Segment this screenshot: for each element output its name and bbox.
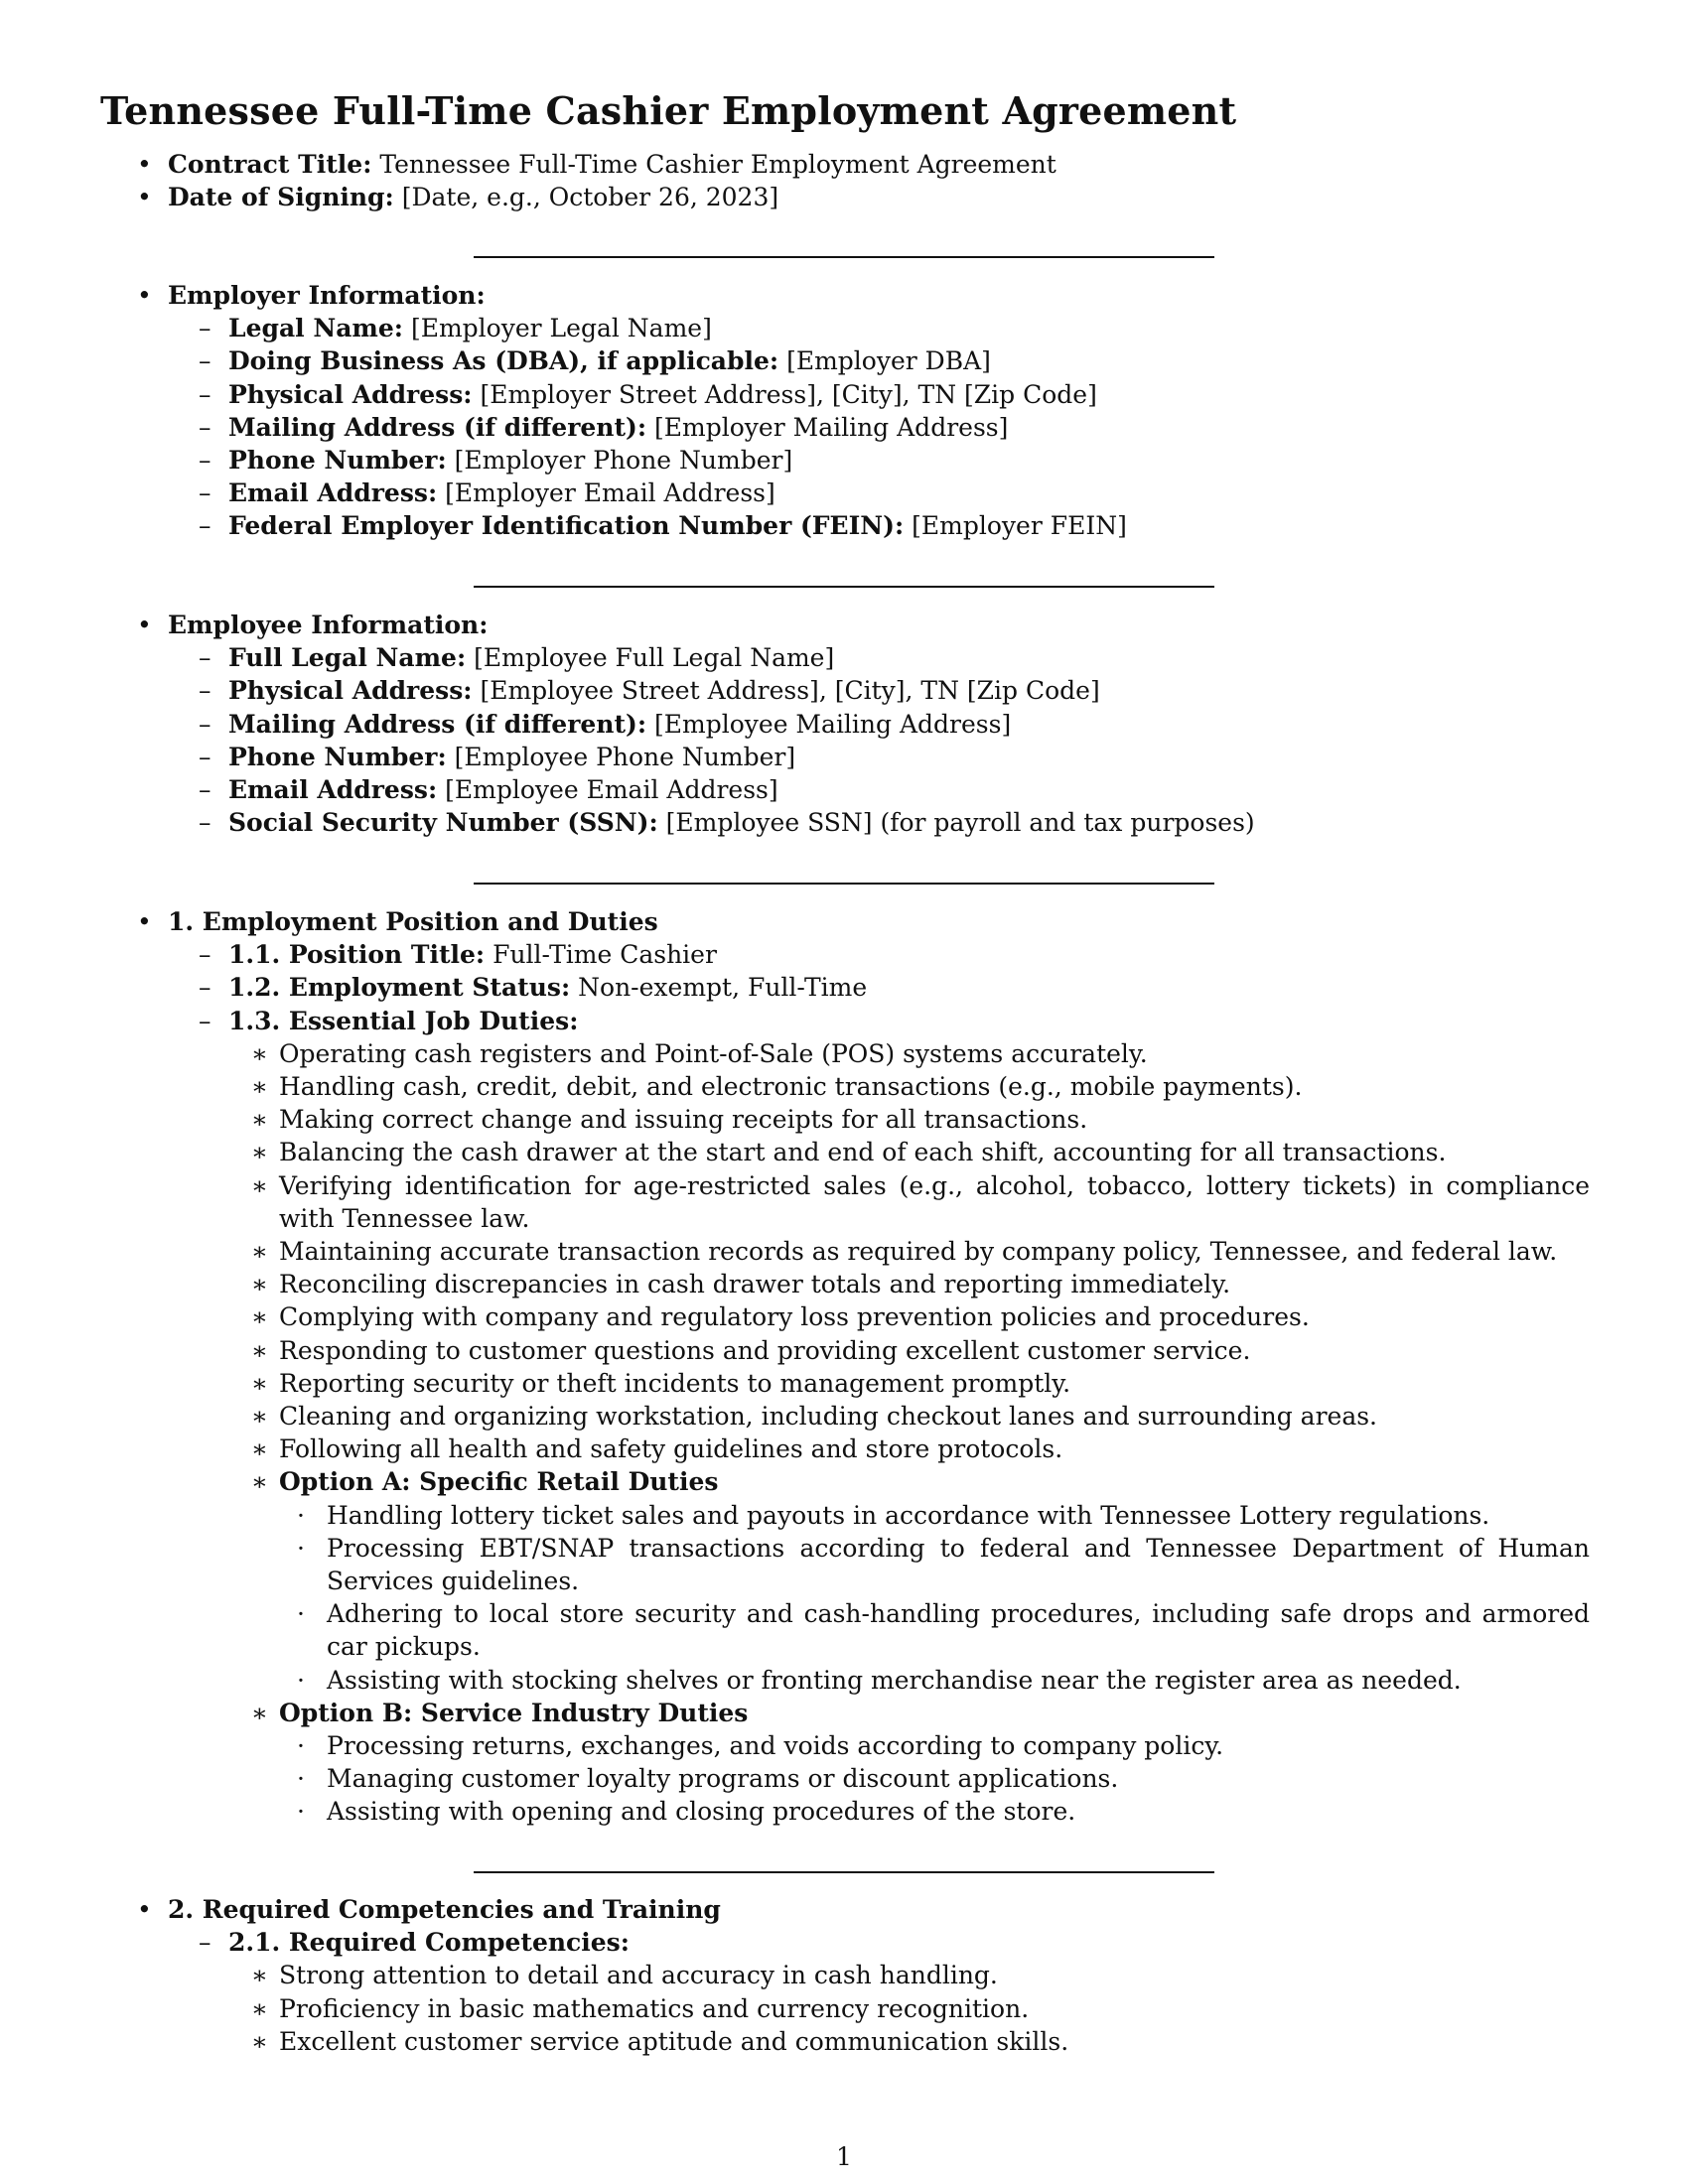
star-icon: ∗ <box>251 1467 268 1497</box>
field-label: Legal Name: <box>228 314 404 343</box>
field-label: Phone Number: <box>228 742 447 771</box>
dash-icon: – <box>199 314 211 343</box>
list-item <box>0 444 1688 477</box>
dash-icon: – <box>199 742 211 771</box>
header-list <box>0 148 1688 213</box>
option-text: Handling lottery ticket sales and payouts in accordance with Tennessee Lottery regulations. <box>327 1500 1490 1530</box>
field-value: [Employee Mailing Address] <box>654 709 1012 739</box>
list-item <box>0 641 1688 674</box>
list-item <box>0 1532 1688 1597</box>
field-value: [Employer FEIN] <box>912 511 1127 541</box>
list-item <box>0 411 1688 444</box>
list-item <box>0 1893 1688 1926</box>
competency-text: Proficiency in basic mathematics and currency recognition. <box>279 1993 1030 2023</box>
dash-icon: – <box>199 643 211 673</box>
list-item <box>0 1235 1688 1268</box>
star-icon: ∗ <box>251 1961 268 1990</box>
list-item <box>0 378 1688 411</box>
dot-icon: · <box>297 1731 305 1761</box>
bullet-icon: • <box>137 907 152 936</box>
duty-text: Operating cash registers and Point-of-Sale (POS) systems accurately. <box>279 1038 1148 1068</box>
duty-text: Reporting security or theft incidents to management promptly. <box>279 1368 1071 1398</box>
bullet-icon: • <box>137 281 152 310</box>
list-item <box>0 1367 1688 1400</box>
field-value: [Employee Email Address] <box>445 775 778 805</box>
list-item <box>0 1334 1688 1367</box>
field-value: [Employer Mailing Address] <box>654 412 1009 442</box>
list-item <box>0 1795 1688 1828</box>
field-label: Physical Address: <box>228 676 473 706</box>
field-label: Mailing Address (if different): <box>228 412 647 442</box>
list-item <box>0 773 1688 806</box>
item-label: Contract Title: <box>168 150 372 179</box>
dash-icon: – <box>199 775 211 805</box>
star-icon: ∗ <box>251 2026 268 2056</box>
star-icon: ∗ <box>251 1993 268 2023</box>
list-item <box>0 1400 1688 1433</box>
duty-text: Reconciling discrepancies in cash drawer totals and reporting immediately. <box>279 1270 1231 1299</box>
option-text: Assisting with stocking shelves or fronting merchandise near the register area as needed. <box>327 1665 1462 1695</box>
field-value: [Employer Street Address], [City], TN [Zip Code] <box>480 379 1097 409</box>
dash-icon: – <box>199 446 211 476</box>
employer-section <box>0 279 1688 543</box>
section-1 <box>0 905 1688 1829</box>
list-item <box>0 741 1688 773</box>
bullet-icon: • <box>137 150 152 179</box>
list-item <box>0 1465 1688 1498</box>
list-item <box>0 1499 1688 1532</box>
section-divider <box>474 1871 1214 1873</box>
list-item <box>0 148 1688 181</box>
list-item <box>0 1300 1688 1333</box>
item-value: [Date, e.g., October 26, 2023] <box>401 183 779 212</box>
dash-icon: – <box>199 379 211 409</box>
dash-icon: – <box>199 1006 211 1035</box>
star-icon: ∗ <box>251 1170 268 1200</box>
field-label: Full Legal Name: <box>228 643 467 673</box>
star-icon: ∗ <box>251 1105 268 1135</box>
list-item <box>0 477 1688 509</box>
field-label: Mailing Address (if different): <box>228 709 647 739</box>
dash-icon: – <box>199 511 211 541</box>
subsection-heading: 2.1. Required Competencies: <box>228 1928 630 1958</box>
field-label: Doing Business As (DBA), if applicable: <box>228 346 779 376</box>
star-icon: ∗ <box>251 1402 268 1432</box>
star-icon: ∗ <box>251 1038 268 1068</box>
section-2 <box>0 1893 1688 2058</box>
field-label: Federal Employer Identification Number (FEIN): <box>228 511 905 541</box>
subsection-heading: 1.3. Essential Job Duties: <box>228 1006 579 1035</box>
list-item <box>0 279 1688 312</box>
field-label: Phone Number: <box>228 446 447 476</box>
list-item <box>0 971 1688 1004</box>
list-item <box>0 509 1688 542</box>
field-label: Physical Address: <box>228 379 473 409</box>
field-value: [Employer Email Address] <box>445 478 775 508</box>
list-item <box>0 1005 1688 1037</box>
list-item <box>0 1664 1688 1697</box>
dot-icon: · <box>297 1500 305 1530</box>
duty-text: Making correct change and issuing receipts for all transactions. <box>279 1105 1088 1135</box>
section-heading: 2. Required Competencies and Training <box>168 1895 721 1924</box>
dot-icon: · <box>297 1764 305 1794</box>
list-item <box>0 1762 1688 1795</box>
dash-icon: – <box>199 973 211 1003</box>
list-item <box>0 1959 1688 1991</box>
section-divider <box>474 883 1214 885</box>
field-value: [Employer Legal Name] <box>410 314 712 343</box>
field-value: [Employer Phone Number] <box>454 446 793 476</box>
star-icon: ∗ <box>251 1302 268 1332</box>
list-item <box>0 1433 1688 1465</box>
star-icon: ∗ <box>251 1434 268 1464</box>
list-item <box>0 181 1688 213</box>
list-item <box>0 1136 1688 1168</box>
dash-icon: – <box>199 346 211 376</box>
star-icon: ∗ <box>251 1270 268 1299</box>
field-label: Social Security Number (SSN): <box>228 808 658 838</box>
list-item <box>0 1697 1688 1729</box>
duty-text: Verifying identification for age-restricted sales (e.g., alcohol, tobacco, lottery tickets) in compliance with Tennessee law. <box>279 1170 1590 1233</box>
option-heading: Option A: Specific Retail Duties <box>279 1467 719 1497</box>
bullet-icon: • <box>137 183 152 212</box>
dot-icon: · <box>297 1533 305 1563</box>
list-item <box>0 609 1688 641</box>
list-item <box>0 1070 1688 1103</box>
field-value: [Employee Street Address], [City], TN [Zip Code] <box>480 676 1100 706</box>
dash-icon: – <box>199 808 211 838</box>
bullet-icon: • <box>137 1895 152 1924</box>
star-icon: ∗ <box>251 1368 268 1398</box>
list-item <box>0 708 1688 741</box>
list-item <box>0 1729 1688 1762</box>
section-heading: Employer Information: <box>168 281 486 310</box>
field-value: Non-exempt, Full-Time <box>578 973 868 1003</box>
duty-text: Balancing the cash drawer at the start and end of each shift, accounting for all transactions. <box>279 1138 1447 1167</box>
option-text: Processing returns, exchanges, and voids according to company policy. <box>327 1731 1224 1761</box>
star-icon: ∗ <box>251 1335 268 1365</box>
list-item <box>0 1597 1688 1663</box>
dash-icon: – <box>199 1928 211 1958</box>
dash-icon: – <box>199 676 211 706</box>
option-text: Assisting with opening and closing procedures of the store. <box>327 1797 1076 1827</box>
section-divider <box>474 586 1214 588</box>
dot-icon: · <box>297 1797 305 1827</box>
duty-text: Responding to customer questions and providing excellent customer service. <box>279 1335 1251 1365</box>
dash-icon: – <box>199 940 211 970</box>
field-value: [Employer DBA] <box>786 346 991 376</box>
field-label: Email Address: <box>228 478 438 508</box>
option-text: Adhering to local store security and cash-handling procedures, including safe drops and armored car pickups. <box>327 1599 1590 1662</box>
list-item <box>0 2025 1688 2058</box>
field-label: Email Address: <box>228 775 438 805</box>
dash-icon: – <box>199 412 211 442</box>
list-item <box>0 1103 1688 1136</box>
star-icon: ∗ <box>251 1237 268 1267</box>
section-divider <box>474 256 1214 258</box>
duty-text: Complying with company and regulatory loss prevention policies and procedures. <box>279 1302 1310 1332</box>
section-heading: 1. Employment Position and Duties <box>168 907 658 936</box>
list-item <box>0 905 1688 938</box>
list-item <box>0 1992 1688 2025</box>
list-item <box>0 674 1688 707</box>
field-label: 1.1. Position Title: <box>228 940 486 970</box>
list-item <box>0 1169 1688 1235</box>
field-value: Full-Time Cashier <box>492 940 717 970</box>
list-item <box>0 938 1688 971</box>
list-item <box>0 1926 1688 1959</box>
field-value: [Employee SSN] (for payroll and tax purposes) <box>665 808 1255 838</box>
field-value: [Employee Full Legal Name] <box>474 643 835 673</box>
competency-text: Excellent customer service aptitude and communication skills. <box>279 2026 1069 2056</box>
list-item <box>0 1268 1688 1300</box>
bullet-icon: • <box>137 611 152 639</box>
dot-icon: · <box>297 1665 305 1695</box>
option-heading: Option B: Service Industry Duties <box>279 1698 749 1727</box>
field-value: [Employee Phone Number] <box>454 742 796 771</box>
dash-icon: – <box>199 709 211 739</box>
section-heading: Employee Information: <box>168 611 489 639</box>
star-icon: ∗ <box>251 1698 268 1727</box>
list-item <box>0 312 1688 344</box>
star-icon: ∗ <box>251 1138 268 1167</box>
competency-text: Strong attention to detail and accuracy in cash handling. <box>279 1961 998 1990</box>
duty-text: Cleaning and organizing workstation, including checkout lanes and surrounding areas. <box>279 1402 1378 1432</box>
duty-text: Following all health and safety guidelines and store protocols. <box>279 1434 1063 1464</box>
option-text: Processing EBT/SNAP transactions according to federal and Tennessee Department of Human Services guidelines. <box>327 1533 1590 1596</box>
option-text: Managing customer loyalty programs or discount applications. <box>327 1764 1119 1794</box>
item-value: Tennessee Full-Time Cashier Employment Agreement <box>379 150 1056 179</box>
employee-section <box>0 609 1688 839</box>
list-item <box>0 1037 1688 1070</box>
star-icon: ∗ <box>251 1072 268 1102</box>
list-item <box>0 344 1688 377</box>
item-label: Date of Signing: <box>168 183 394 212</box>
list-item <box>0 806 1688 839</box>
dash-icon: – <box>199 478 211 508</box>
duty-text: Handling cash, credit, debit, and electronic transactions (e.g., mobile payments). <box>279 1072 1303 1102</box>
field-label: 1.2. Employment Status: <box>228 973 571 1003</box>
duty-text: Maintaining accurate transaction records as required by company policy, Tennessee, and federal law. <box>279 1237 1558 1267</box>
page-number: 1 <box>836 2142 852 2171</box>
document-title: Tennessee Full-Time Cashier Employment Agreement <box>100 88 1237 133</box>
dot-icon: · <box>297 1599 305 1629</box>
